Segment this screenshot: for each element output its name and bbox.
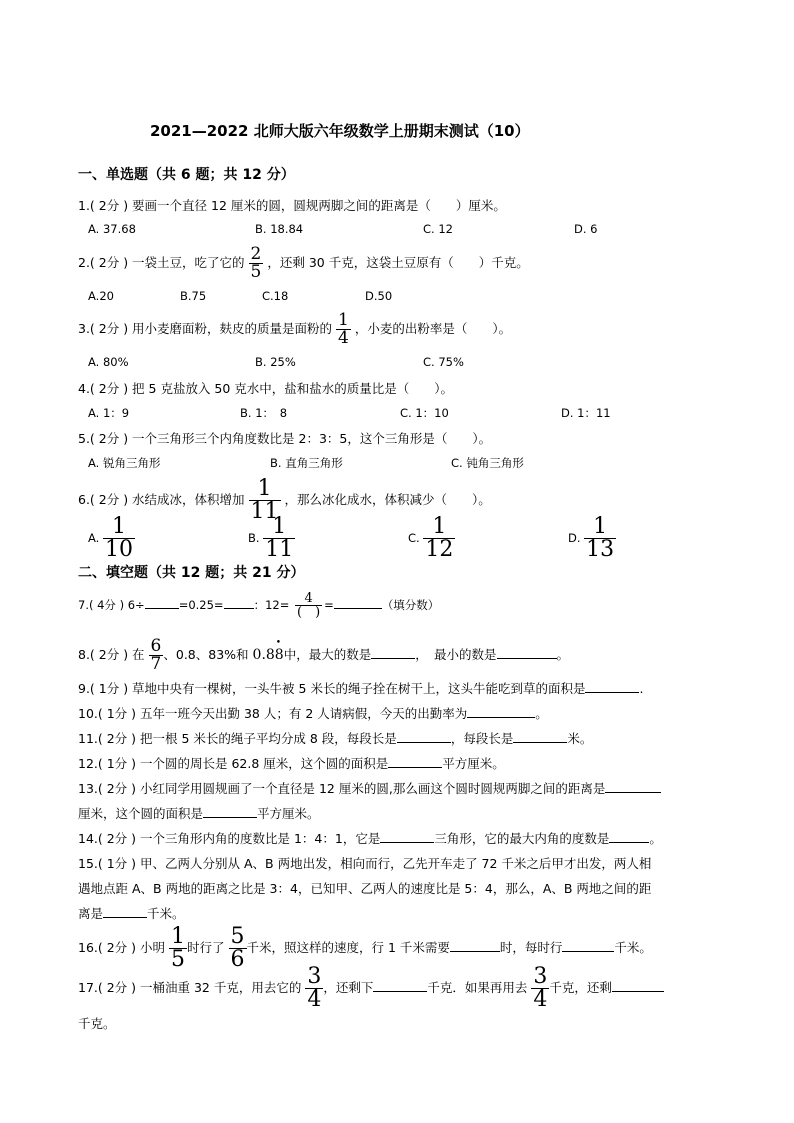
q13-text-b: 厘米，这个圆的面积是: [78, 806, 204, 821]
q8-text-f: ， 最小的数是: [415, 647, 497, 662]
q4-option-c[interactable]: C. 1：10: [400, 406, 449, 420]
q12-blank[interactable]: [388, 755, 442, 768]
q17-text-b: ，还剩下: [323, 980, 374, 995]
q1-option-a[interactable]: A. 37.68: [88, 222, 136, 236]
q6-option-a[interactable]: [88, 516, 135, 561]
q4-option-d[interactable]: D. 1：11: [561, 406, 611, 420]
q10-blank[interactable]: [467, 705, 535, 718]
q7-blank-2[interactable]: [224, 596, 254, 609]
q14-blank-2[interactable]: [609, 830, 649, 843]
q6-option-b[interactable]: [248, 516, 295, 561]
q10-text: 10.( 1分 ) 五年一班今天出勤 38 人；有 2 人请病假，今天的出勤率为: [78, 706, 468, 721]
q6-option-a-fraction: $\frac{1}{10}$: [104, 514, 133, 562]
q16-text-a: 16.( 2分 ) 小明: [78, 940, 166, 955]
q17-text-c: 千克．如果再用去: [427, 980, 528, 995]
question-9: [78, 679, 643, 697]
q17-blank-1[interactable]: [373, 979, 427, 992]
page-title: 2021—2022 北师大版六年级数学上册期末测试（10）: [150, 122, 530, 140]
q3-option-b[interactable]: B. 25%: [255, 355, 296, 369]
q6-option-b-fraction: $\frac{1}{11}$: [265, 514, 294, 562]
q7-text-c: ：12=: [253, 598, 290, 612]
q17-blank-2[interactable]: [612, 979, 664, 992]
q6-text-post: ，那么冰化成水，体积减少（ ）。: [284, 492, 491, 507]
q16-text-e: 千米。: [614, 940, 652, 955]
q13-blank-1[interactable]: [605, 780, 661, 793]
q12-text: 12.( 1分 ) 一个圆的周长是 62.8 厘米，这个圆的面积是: [78, 756, 389, 771]
q14-blank-1[interactable]: [380, 830, 434, 843]
q10-text-end: 。: [535, 706, 548, 721]
q8-repeating-decimal: 0.8• 8: [253, 647, 284, 663]
question-16: [78, 926, 652, 971]
question-7: [78, 592, 439, 619]
q14-text-b: 三角形，它的最大内角的度数是: [434, 831, 610, 846]
q7-text-d: =: [324, 598, 334, 612]
q6-option-b-label: B.: [248, 531, 260, 545]
q11-blank-2[interactable]: [513, 730, 567, 743]
question-17-line-1: [78, 966, 664, 1011]
q7-blank-3[interactable]: [334, 596, 382, 609]
section-heading-fill-in: 二、填空题（共 12 题；共 21 分）: [78, 565, 305, 581]
q14-text: 14.( 2分 ) 一个三角形内角的度数比是 1：4：1，它是: [78, 831, 381, 846]
q8-blank-1[interactable]: [371, 646, 415, 659]
question-14: [78, 829, 662, 847]
q3-option-c[interactable]: C. 75%: [423, 355, 464, 369]
question-15-line-1: 15.( 1分 ) 甲、乙两人分别从 A、B 两地出发，相向而行，乙先开车走了 72 千米之后甲才出发，两人相: [78, 856, 652, 871]
q6-option-d-label: D.: [568, 531, 581, 545]
question-2-stem: [78, 246, 529, 281]
section-heading-single-choice: 一、单选题（共 6 题；共 12 分）: [78, 167, 295, 183]
q4-option-b[interactable]: B. 1： 8: [240, 406, 288, 420]
q16-text-c: 千米，照这样的速度，行 1 千米需要: [246, 940, 450, 955]
q5-option-a[interactable]: A. 锐角三角形: [88, 456, 161, 470]
q13-text-c: 平方厘米。: [257, 806, 320, 821]
q12-text-b: 平方厘米。: [442, 756, 505, 771]
q8-text-e: 中，最大的数是: [283, 647, 372, 662]
q6-option-c[interactable]: [408, 516, 455, 561]
q4-option-a[interactable]: A. 1：9: [88, 406, 130, 420]
q16-text-d: 时，每时行: [499, 940, 563, 955]
question-3-stem: [78, 312, 511, 347]
question-13-line-1: [78, 779, 661, 797]
q9-blank[interactable]: [585, 680, 639, 693]
q17-fraction-1: $\frac{3}{4}$: [307, 964, 322, 1012]
q6-option-d[interactable]: [568, 516, 616, 561]
q7-fraction: $\frac{4}{( )}$: [297, 591, 321, 620]
q1-option-b[interactable]: B. 18.84: [255, 222, 304, 236]
q1-option-c[interactable]: C. 12: [423, 222, 453, 236]
q16-blank-2[interactable]: [562, 939, 614, 952]
q8-text-g: 。: [556, 647, 570, 662]
q16-fraction-2: $\frac{5}{6}$: [230, 924, 245, 972]
question-11: [78, 729, 592, 747]
q16-fraction-1: $\frac{1}{5}$: [171, 924, 185, 972]
q3-option-a[interactable]: A. 80%: [88, 355, 129, 369]
q15-blank[interactable]: [103, 905, 147, 918]
q7-text-e: （填分数）: [381, 598, 440, 612]
q9-text: 9.( 1分 ) 草地中央有一棵树，一头牛被 5 米长的绳子拴在树干上，这头牛能吃到草的面积是: [78, 681, 586, 696]
q2-text-post: ，还剩 30 千克，这袋土豆原有（ ）千克。: [267, 255, 529, 270]
q6-option-a-label: A.: [88, 531, 100, 545]
question-13-line-2: [78, 804, 320, 822]
question-12: [78, 754, 505, 772]
q13-blank-2[interactable]: [203, 805, 257, 818]
q2-option-a[interactable]: A.20: [88, 289, 114, 303]
q15-text: 离是: [78, 906, 104, 921]
question-15-line-2: 遇地点距 A、B 两地的距离之比是 3：4，已知甲、乙两人的速度比是 5：4，那么，A、B 两地之间的距: [78, 881, 652, 896]
question-8: [78, 638, 569, 673]
q3-text-pre: 3.( 2分 ) 用小麦磨面粉，麸皮的质量是面粉的: [78, 321, 333, 336]
q16-text-b: 时行了: [187, 940, 225, 955]
q1-option-d[interactable]: D. 6: [574, 222, 598, 236]
q5-option-b[interactable]: B. 直角三角形: [270, 456, 343, 470]
q14-text-c: 。: [649, 831, 662, 846]
q2-fraction: $\frac{2}{5}$: [250, 244, 262, 282]
q6-option-c-label: C.: [408, 531, 420, 545]
q8-blank-2[interactable]: [497, 646, 557, 659]
q2-text-pre: 2.( 2分 ) 一袋土豆，吃了它的: [78, 255, 245, 270]
q11-blank-1[interactable]: [397, 730, 451, 743]
q11-text-b: ，每段长是: [450, 731, 514, 746]
q6-text-pre: 6.( 2分 ) 水结成冰，体积增加: [78, 492, 245, 507]
question-1-stem: 1.( 2分 ) 要画一个直径 12 厘米的圆，圆规两脚之间的距离是（ ）厘米。: [78, 198, 506, 213]
q8-text-a: 8.( 2分 ) 在: [78, 647, 145, 662]
question-4-stem: 4.( 2分 ) 把 5 克盐放入 50 克水中，盐和盐水的质量比是（ ）。: [78, 381, 454, 396]
q3-text-post: ，小麦的出粉率是（ ）。: [354, 321, 512, 336]
q9-text-end: .: [639, 681, 644, 696]
q16-blank-1[interactable]: [450, 939, 500, 952]
q7-text-b: =0.25=: [178, 598, 224, 612]
q7-text-a: 7.( 4分 ) 6÷: [78, 598, 145, 612]
q2-option-b[interactable]: B.75: [180, 289, 207, 303]
q11-text: 11.( 2分 ) 把一根 5 米长的绳子平均分成 8 段，每段长是: [78, 731, 397, 746]
q13-text: 13.( 2分 ) 小红同学用圆规画了一个直径是 12 厘米的圆,那么画这个圆时圆规两脚之间的距离是: [78, 781, 606, 796]
question-15-line-3: [78, 904, 185, 922]
question-10: [78, 704, 548, 722]
q8-text-b: 、0.8、83%和: [163, 647, 249, 662]
q7-blank-1[interactable]: [145, 596, 179, 609]
q2-option-d[interactable]: D.50: [365, 289, 393, 303]
question-5-stem: 5.( 2分 ) 一个三角形三个内角度数比是 2：3：5，这个三角形是（ ）。: [78, 431, 492, 446]
q17-text-a: 17.( 2分 ) 一桶油重 32 千克，用去它的: [78, 980, 302, 995]
q15-text-end: 千米。: [147, 906, 185, 921]
q8-fraction: $\frac{6}{7}$: [150, 636, 162, 674]
q17-text-d: 千克，还剩: [549, 980, 612, 995]
q6-fraction: $\frac{1}{11}$: [250, 476, 279, 524]
q3-fraction: $\frac{1}{4}$: [338, 310, 349, 348]
q17-fraction-2: $\frac{3}{4}$: [533, 964, 548, 1012]
q6-option-c-fraction: $\frac{1}{12}$: [425, 514, 454, 562]
q5-option-c[interactable]: C. 钝角三角形: [451, 456, 524, 470]
q6-option-d-fraction: $\frac{1}{13}$: [586, 514, 615, 562]
question-17-line-2: 千克。: [78, 1016, 116, 1031]
q11-text-c: 米。: [567, 731, 593, 746]
q2-option-c[interactable]: C.18: [262, 289, 289, 303]
